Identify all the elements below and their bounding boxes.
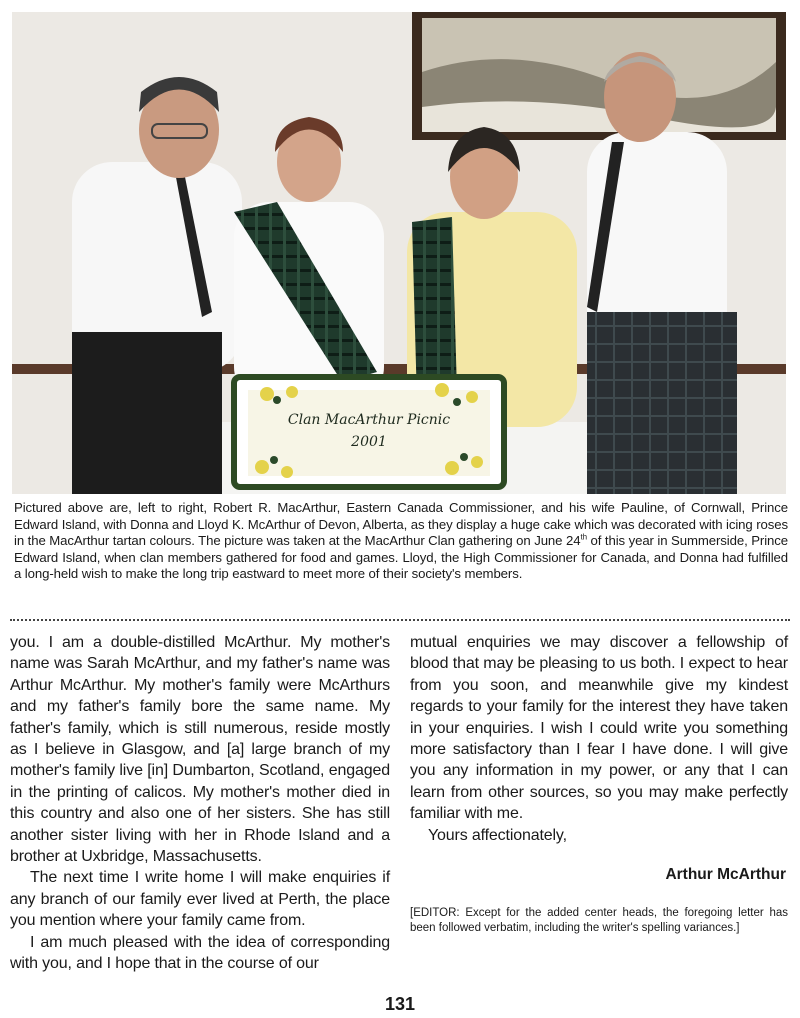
photo-caption xyxy=(14,500,788,583)
photo-illustration xyxy=(12,12,786,494)
caption-superscript: th xyxy=(580,532,587,542)
editor-note: [EDITOR: Except for the added center heads, the foregoing letter has been followed verbatim, including the writer's spelling variances.] xyxy=(410,907,788,934)
letter-closing: Yours affectionately, xyxy=(428,826,567,844)
page-number: 131 xyxy=(384,994,416,1014)
caption-text-part1: Pictured above are, left to right, Robert R. MacArthur, Eastern Canada Commissioner, and his wife Pauline, of Cornwall, Prince Edward Island, with Donna and Lloyd K. McArthur of Devon, Alberta, as they display a huge cake which was decorated with icing roses in the MacArthur tartan colours. The picture was taken at the MacArthur Clan gathering on June 24 xyxy=(14,500,788,549)
caption-text-part2: of this year in Summerside, Prince Edward Island, when clan members gathered for food and games. Lloyd, the High Commissioner for Canada, and Donna had fulfilled a long-held wish to make the long trip eastward to meet more of their society's members. xyxy=(14,533,789,582)
letter-paragraph: I am much pleased with the idea of corresponding with you, and I hope that in the course of our xyxy=(10,933,390,973)
letter-paragraph: mutual enquiries we may discover a fellowship of blood that may be pleasing to us both. I expect to hear from you soon, and meanwhile give my kindest regards to your family for the interest they have taken in your enquiries. I wish I could write you something more satisfactory than I fear I have done. I will give you any information in my power, or any that I can learn from other sources, so you may make perfectly familiar with me. xyxy=(410,634,788,823)
letter-column-right xyxy=(410,632,788,846)
dotted-divider xyxy=(10,619,790,621)
letter-paragraph: The next time I write home I will make enquiries if any branch of our family ever lived at Perth, the place you mention where your family came from. xyxy=(10,869,390,930)
letter-column-left xyxy=(10,632,390,975)
cake-text-line1: Clan MacArthur Picnic xyxy=(287,412,451,428)
group-photo xyxy=(12,12,786,494)
cake-text-line2: 2001 xyxy=(351,434,387,450)
letter-paragraph: you. I am a double-distilled McArthur. My mother's name was Sarah McArthur, and my father's name was Arthur McArthur. My mother's family were McArthurs and my father's family bore the same name. My father's family, which is still numerous, reside mostly as I believe in Glasgow, and [a] large branch of my mother's family live [in] Dumbarton, Scotland, engaged in the printing of calicos. My mother's mother died in this country and also one of her sisters. She has still another sister living with her in Rhode Island and a brother at Uxbridge, Massachusetts. xyxy=(10,634,390,866)
letter-signature: Arthur McArthur xyxy=(665,866,786,883)
